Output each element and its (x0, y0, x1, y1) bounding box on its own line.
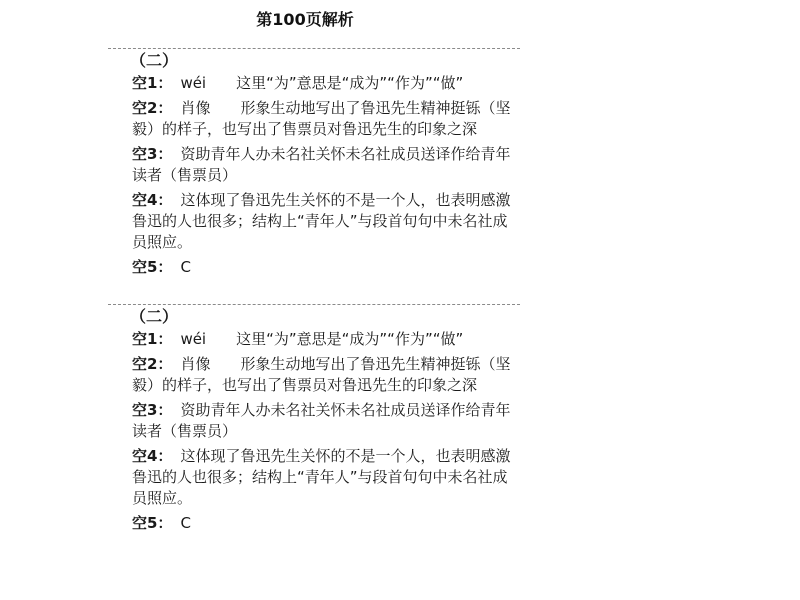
answer-label: 空4： (132, 447, 173, 465)
answer-label: 空1： (132, 74, 173, 92)
answer-text: 这体现了鲁迅先生关怀的不是一个人，也表明感激鲁迅的人也很多；结构上“青年人”与段首句句中未名社成员照应。 (132, 447, 511, 507)
answer-text: 资助青年人办未名社关怀未名社成员送译作给青年读者（售票员） (132, 145, 511, 184)
answer-text: wéi 这里“为”意思是“成为”“作为”“做” (180, 74, 464, 92)
answer-item-5 (132, 257, 518, 278)
answer-item-4 (132, 190, 518, 253)
answer-item-2 (132, 354, 518, 396)
answer-label: 空5： (132, 258, 173, 276)
answer-item-2 (132, 98, 518, 140)
answer-label: 空2： (132, 355, 173, 373)
answer-section (108, 304, 520, 538)
answer-label: 空3： (132, 145, 173, 163)
page-title: 第100页解析 (256, 10, 354, 29)
answer-section (108, 48, 520, 282)
answer-item-1 (132, 73, 518, 94)
answer-label: 空1： (132, 330, 173, 348)
answer-text: C (180, 514, 191, 532)
answer-text: 资助青年人办未名社关怀未名社成员送译作给青年读者（售票员） (132, 401, 511, 440)
answer-item-5 (132, 513, 518, 534)
answer-label: 空3： (132, 401, 173, 419)
answer-text: 这体现了鲁迅先生关怀的不是一个人，也表明感激鲁迅的人也很多；结构上“青年人”与段首句句中未名社成员照应。 (132, 191, 511, 251)
section-heading: （二） (130, 51, 179, 70)
answer-label: 空2： (132, 99, 173, 117)
answer-item-3 (132, 144, 518, 186)
answer-text: 肖像 形象生动地写出了鲁迅先生精神挺铄（坚毅）的样子，也写出了售票员对鲁迅先生的印象之深 (132, 355, 511, 394)
answer-item-3 (132, 400, 518, 442)
answer-label: 空4： (132, 191, 173, 209)
answer-text: wéi 这里“为”意思是“成为”“作为”“做” (180, 330, 464, 348)
answer-label: 空5： (132, 514, 173, 532)
section-heading: （二） (130, 307, 179, 326)
answer-text: C (180, 258, 191, 276)
answer-item-4 (132, 446, 518, 509)
answer-item-1 (132, 329, 518, 350)
answer-text: 肖像 形象生动地写出了鲁迅先生精神挺铄（坚毅）的样子，也写出了售票员对鲁迅先生的印象之深 (132, 99, 511, 138)
